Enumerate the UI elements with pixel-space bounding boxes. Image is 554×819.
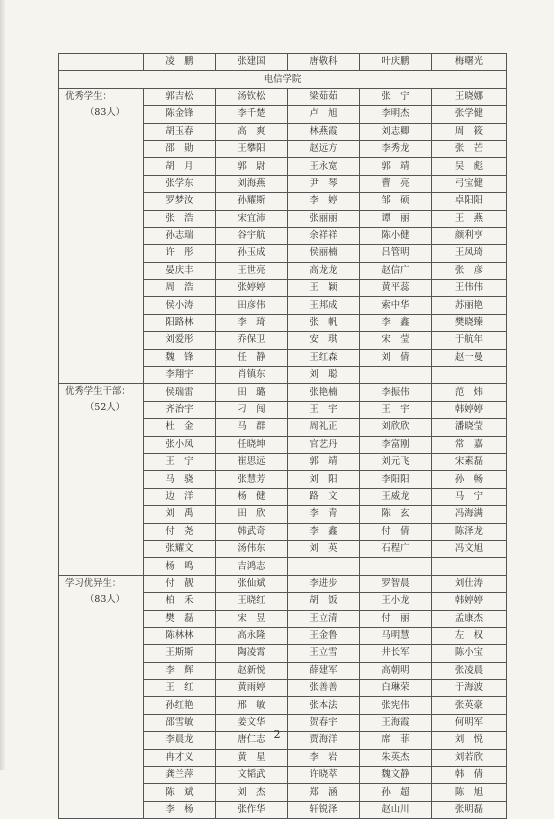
name-cell: 刘 悦 (432, 732, 507, 749)
name-cell: 王 宁 (144, 453, 216, 470)
name-cell: 何明军 (432, 714, 507, 731)
roster-body (59, 54, 507, 819)
name-cell: 王立雪 (288, 645, 360, 662)
category-count: （83人） (85, 593, 126, 605)
name-cell: 余祥祥 (288, 227, 360, 244)
name-cell: 宋 莹 (360, 332, 432, 349)
name-cell: 李进步 (288, 575, 360, 592)
name-cell: 陈小健 (360, 227, 432, 244)
name-cell: 王小龙 (360, 593, 432, 610)
name-cell: 常 嘉 (432, 436, 507, 453)
name-cell: 凌 鹏 (144, 54, 216, 71)
name-cell: 梅曙光 (432, 54, 507, 71)
name-cell: 许晓萃 (288, 767, 360, 784)
name-cell: 张学东 (144, 175, 216, 192)
name-cell: 高永隆 (216, 627, 288, 644)
name-cell: 潘晓莹 (432, 419, 507, 436)
name-cell: 马 宁 (432, 488, 507, 505)
name-cell: 黄雨婷 (216, 680, 288, 697)
name-cell: 轩锐泽 (288, 801, 360, 818)
name-cell: 张丽丽 (288, 210, 360, 227)
name-cell: 杨 健 (216, 488, 288, 505)
name-cell: 王海霞 (360, 714, 432, 731)
name-cell: 高 爽 (216, 123, 288, 140)
name-cell: 孙耀斯 (216, 193, 288, 210)
name-cell: 罗梦汝 (144, 193, 216, 210)
table-row (59, 54, 507, 71)
college-name: 电信学院 (59, 71, 507, 88)
name-cell: 陈 旭 (432, 784, 507, 801)
name-cell: 颜利亨 (432, 227, 507, 244)
name-cell: 王晓红 (216, 593, 288, 610)
name-cell: 王红森 (288, 349, 360, 366)
name-cell: 冉才义 (144, 749, 216, 766)
name-cell: 赵信广 (360, 262, 432, 279)
name-cell: 陈金锋 (144, 106, 216, 123)
name-cell: 刁 闯 (216, 401, 288, 418)
college-header-row (59, 71, 507, 88)
name-cell: 张善善 (288, 680, 360, 697)
name-cell: 赵远方 (288, 140, 360, 157)
name-cell: 刘 英 (288, 540, 360, 557)
name-cell: 周 筱 (432, 123, 507, 140)
name-cell: 许 彤 (144, 245, 216, 262)
award-roster-table (58, 53, 507, 819)
name-cell: 张仙斌 (216, 575, 288, 592)
name-cell: 田 璐 (216, 384, 288, 401)
name-cell: 李阳阳 (360, 471, 432, 488)
name-cell: 张 宁 (360, 88, 432, 105)
name-cell: 李秀龙 (360, 140, 432, 157)
name-cell: 李 鑫 (360, 314, 432, 331)
name-cell: 魏文静 (360, 767, 432, 784)
name-cell: 刘 阳 (288, 471, 360, 488)
name-cell: 孙 畅 (432, 471, 507, 488)
category-count: （52人） (85, 402, 126, 414)
name-cell: 郑 涵 (288, 784, 360, 801)
name-cell: 刘欣欣 (360, 419, 432, 436)
name-cell: 宋素磊 (432, 453, 507, 470)
name-cell: 付 靓 (144, 575, 216, 592)
name-cell: 唐敬科 (288, 54, 360, 71)
category-cell (59, 384, 144, 575)
name-cell: 贺春宇 (288, 714, 360, 731)
name-cell: 张 彦 (432, 262, 507, 279)
name-cell (432, 367, 507, 384)
name-cell: 郭 靖 (288, 453, 360, 470)
name-cell: 张耀文 (144, 540, 216, 557)
name-cell: 张 浩 (144, 210, 216, 227)
name-cell: 罗智晨 (360, 575, 432, 592)
name-cell: 胡玉春 (144, 123, 216, 140)
name-cell: 李 杨 (144, 801, 216, 818)
name-cell: 赵山川 (360, 801, 432, 818)
name-cell: 李振伟 (360, 384, 432, 401)
name-cell: 黄 星 (216, 749, 288, 766)
name-cell: 刘 倩 (360, 349, 432, 366)
name-cell: 王威龙 (360, 488, 432, 505)
name-cell: 王 颖 (288, 280, 360, 297)
name-cell: 王斯斯 (144, 645, 216, 662)
name-cell (360, 558, 432, 575)
name-cell: 文韬武 (216, 767, 288, 784)
name-cell: 胡 月 (144, 158, 216, 175)
name-cell: 龚兰萍 (144, 767, 216, 784)
name-cell: 齐治宇 (144, 401, 216, 418)
name-cell: 于海波 (432, 680, 507, 697)
name-cell: 晏庆丰 (144, 262, 216, 279)
name-cell: 石程广 (360, 540, 432, 557)
name-cell: 席 菲 (360, 732, 432, 749)
name-cell: 刘仕涛 (432, 575, 507, 592)
name-cell: 于航年 (432, 332, 507, 349)
name-cell: 刘爱彤 (144, 332, 216, 349)
category-cell (59, 88, 144, 384)
name-cell: 李晨龙 (144, 732, 216, 749)
name-cell: 田彦伟 (216, 297, 288, 314)
name-cell: 陈小宝 (432, 645, 507, 662)
name-cell (432, 558, 507, 575)
name-cell: 阳路林 (144, 314, 216, 331)
table-row (59, 88, 507, 105)
name-cell: 吉鸿志 (216, 558, 288, 575)
name-cell: 刘 禹 (144, 506, 216, 523)
name-cell: 侯瑞雷 (144, 384, 216, 401)
name-cell: 付 尧 (144, 523, 216, 540)
name-cell: 张明磊 (432, 801, 507, 818)
name-cell: 李 青 (288, 506, 360, 523)
name-cell: 杜 金 (144, 419, 216, 436)
name-cell: 高龙龙 (288, 262, 360, 279)
name-cell: 李 婷 (288, 193, 360, 210)
name-cell: 周礼正 (288, 419, 360, 436)
name-cell: 陈 玄 (360, 506, 432, 523)
name-cell: 马 群 (216, 419, 288, 436)
name-cell: 井长军 (360, 645, 432, 662)
scan-edge-shadow (0, 0, 6, 770)
name-cell: 乔保卫 (216, 332, 288, 349)
name-cell: 李 岩 (288, 749, 360, 766)
name-cell: 任 静 (216, 349, 288, 366)
name-cell: 马明慧 (360, 627, 432, 644)
name-cell: 叶庆鹏 (360, 54, 432, 71)
name-cell: 樊晓臻 (432, 314, 507, 331)
name-cell: 薛建军 (288, 662, 360, 679)
name-cell: 路 文 (288, 488, 360, 505)
name-cell: 梁茹茹 (288, 88, 360, 105)
name-cell: 王攀阳 (216, 140, 288, 157)
name-cell: 邢 敏 (216, 697, 288, 714)
name-cell: 张 帆 (288, 314, 360, 331)
name-cell: 孙志瑞 (144, 227, 216, 244)
name-cell: 韩婷婷 (432, 593, 507, 610)
name-cell: 王 宇 (360, 401, 432, 418)
category-cell (59, 575, 144, 818)
name-cell: 王 燕 (432, 210, 507, 227)
name-cell: 汤伟东 (216, 540, 288, 557)
name-cell: 李富刚 (360, 436, 432, 453)
name-cell: 王立清 (288, 610, 360, 627)
name-cell: 卓阳阳 (432, 193, 507, 210)
name-cell: 樊 磊 (144, 610, 216, 627)
name-cell: 刘 杰 (216, 784, 288, 801)
name-cell: 王金鲁 (288, 627, 360, 644)
name-cell: 张婷婷 (216, 280, 288, 297)
category-cell (59, 54, 144, 71)
name-cell: 张小凤 (144, 436, 216, 453)
name-cell: 赵一曼 (432, 349, 507, 366)
name-cell: 韩 倩 (432, 767, 507, 784)
name-cell: 王 红 (144, 680, 216, 697)
name-cell: 贾海洋 (288, 732, 360, 749)
name-cell: 张本法 (288, 697, 360, 714)
name-cell (360, 367, 432, 384)
name-cell: 刘海燕 (216, 175, 288, 192)
name-cell: 付 倩 (360, 523, 432, 540)
name-cell: 周 浩 (144, 280, 216, 297)
name-cell: 姜文华 (216, 714, 288, 731)
name-cell: 张作华 (216, 801, 288, 818)
table-row (59, 575, 507, 592)
name-cell: 王世亮 (216, 262, 288, 279)
name-cell: 李翔宇 (144, 367, 216, 384)
name-cell: 韩武奇 (216, 523, 288, 540)
name-cell: 张慧芳 (216, 471, 288, 488)
name-cell: 孟康杰 (432, 610, 507, 627)
name-cell: 汤钦松 (216, 88, 288, 105)
name-cell: 王晓娜 (432, 88, 507, 105)
name-cell: 孙 超 (360, 784, 432, 801)
name-cell: 郭 靖 (360, 158, 432, 175)
name-cell: 卢 旭 (288, 106, 360, 123)
page-number: 2 (273, 728, 281, 741)
name-cell: 赵新悦 (216, 662, 288, 679)
name-cell: 张建国 (216, 54, 288, 71)
name-cell: 官艺丹 (288, 436, 360, 453)
name-cell: 张学健 (432, 106, 507, 123)
name-cell: 张凌晨 (432, 662, 507, 679)
name-cell: 索中华 (360, 297, 432, 314)
name-cell: 李千楚 (216, 106, 288, 123)
name-cell: 陈泽龙 (432, 523, 507, 540)
name-cell: 刘志卿 (360, 123, 432, 140)
name-cell: 刘元飞 (360, 453, 432, 470)
name-cell: 付 丽 (360, 610, 432, 627)
name-cell: 左 权 (432, 627, 507, 644)
name-cell: 李 辉 (144, 662, 216, 679)
name-cell: 陶凌霄 (216, 645, 288, 662)
name-cell: 范 炜 (432, 384, 507, 401)
name-cell: 冯海满 (432, 506, 507, 523)
table-row (59, 384, 507, 401)
name-cell: 尹 琴 (288, 175, 360, 192)
name-cell: 胡 饭 (288, 593, 360, 610)
name-cell: 吕管明 (360, 245, 432, 262)
name-cell: 马 骁 (144, 471, 216, 488)
name-cell: 李 鑫 (288, 523, 360, 540)
name-cell: 张 芒 (432, 140, 507, 157)
name-cell: 苏丽艳 (432, 297, 507, 314)
name-cell: 朱英杰 (360, 749, 432, 766)
category-title: 优秀学生： (65, 90, 112, 102)
name-cell: 李 琦 (216, 314, 288, 331)
name-cell: 冯文旭 (432, 540, 507, 557)
name-cell: 宋 昱 (216, 610, 288, 627)
name-cell: 谷宇航 (216, 227, 288, 244)
name-cell: 唐仁志 (216, 732, 288, 749)
name-cell: 张英豪 (432, 697, 507, 714)
category-title: 优秀学生干部： (65, 386, 131, 398)
name-cell: 张宪伟 (360, 697, 432, 714)
name-cell: 高朝明 (360, 662, 432, 679)
name-cell: 王凤琦 (432, 245, 507, 262)
name-cell: 王邦成 (288, 297, 360, 314)
name-cell: 陈 斌 (144, 784, 216, 801)
name-cell: 邹 硕 (360, 193, 432, 210)
name-cell (288, 558, 360, 575)
name-cell: 林燕霞 (288, 123, 360, 140)
name-cell: 崔思远 (216, 453, 288, 470)
name-cell: 肖镇东 (216, 367, 288, 384)
name-cell: 任晓坤 (216, 436, 288, 453)
name-cell: 边 洋 (144, 488, 216, 505)
name-cell: 安 琪 (288, 332, 360, 349)
name-cell: 孙玉成 (216, 245, 288, 262)
name-cell: 邵雪敏 (144, 714, 216, 731)
name-cell: 郭吉松 (144, 88, 216, 105)
category-count: （83人） (85, 106, 126, 118)
category-title: 学习优异生： (65, 577, 122, 589)
name-cell: 宋宜沛 (216, 210, 288, 227)
name-cell: 刘 聪 (288, 367, 360, 384)
name-cell: 王伟伟 (432, 280, 507, 297)
name-cell: 王永宽 (288, 158, 360, 175)
name-cell: 田 欣 (216, 506, 288, 523)
name-cell: 侯小涛 (144, 297, 216, 314)
name-cell: 白琳荣 (360, 680, 432, 697)
name-cell: 杨 鸣 (144, 558, 216, 575)
name-cell: 陈林林 (144, 627, 216, 644)
name-cell: 李明杰 (360, 106, 432, 123)
name-cell: 谭 丽 (360, 210, 432, 227)
name-cell: 孙红艳 (144, 697, 216, 714)
name-cell: 魏 锋 (144, 349, 216, 366)
name-cell: 韩婷婷 (432, 401, 507, 418)
name-cell: 刘若欣 (432, 749, 507, 766)
name-cell: 侯丽楠 (288, 245, 360, 262)
name-cell: 邵 勋 (144, 140, 216, 157)
name-cell: 吴 彪 (432, 158, 507, 175)
name-cell: 王 宇 (288, 401, 360, 418)
name-cell: 张艳楠 (288, 384, 360, 401)
name-cell: 郭 尉 (216, 158, 288, 175)
name-cell: 黄平蕊 (360, 280, 432, 297)
name-cell: 曹 亮 (360, 175, 432, 192)
name-cell: 柏 禾 (144, 593, 216, 610)
name-cell: 弓宝健 (432, 175, 507, 192)
